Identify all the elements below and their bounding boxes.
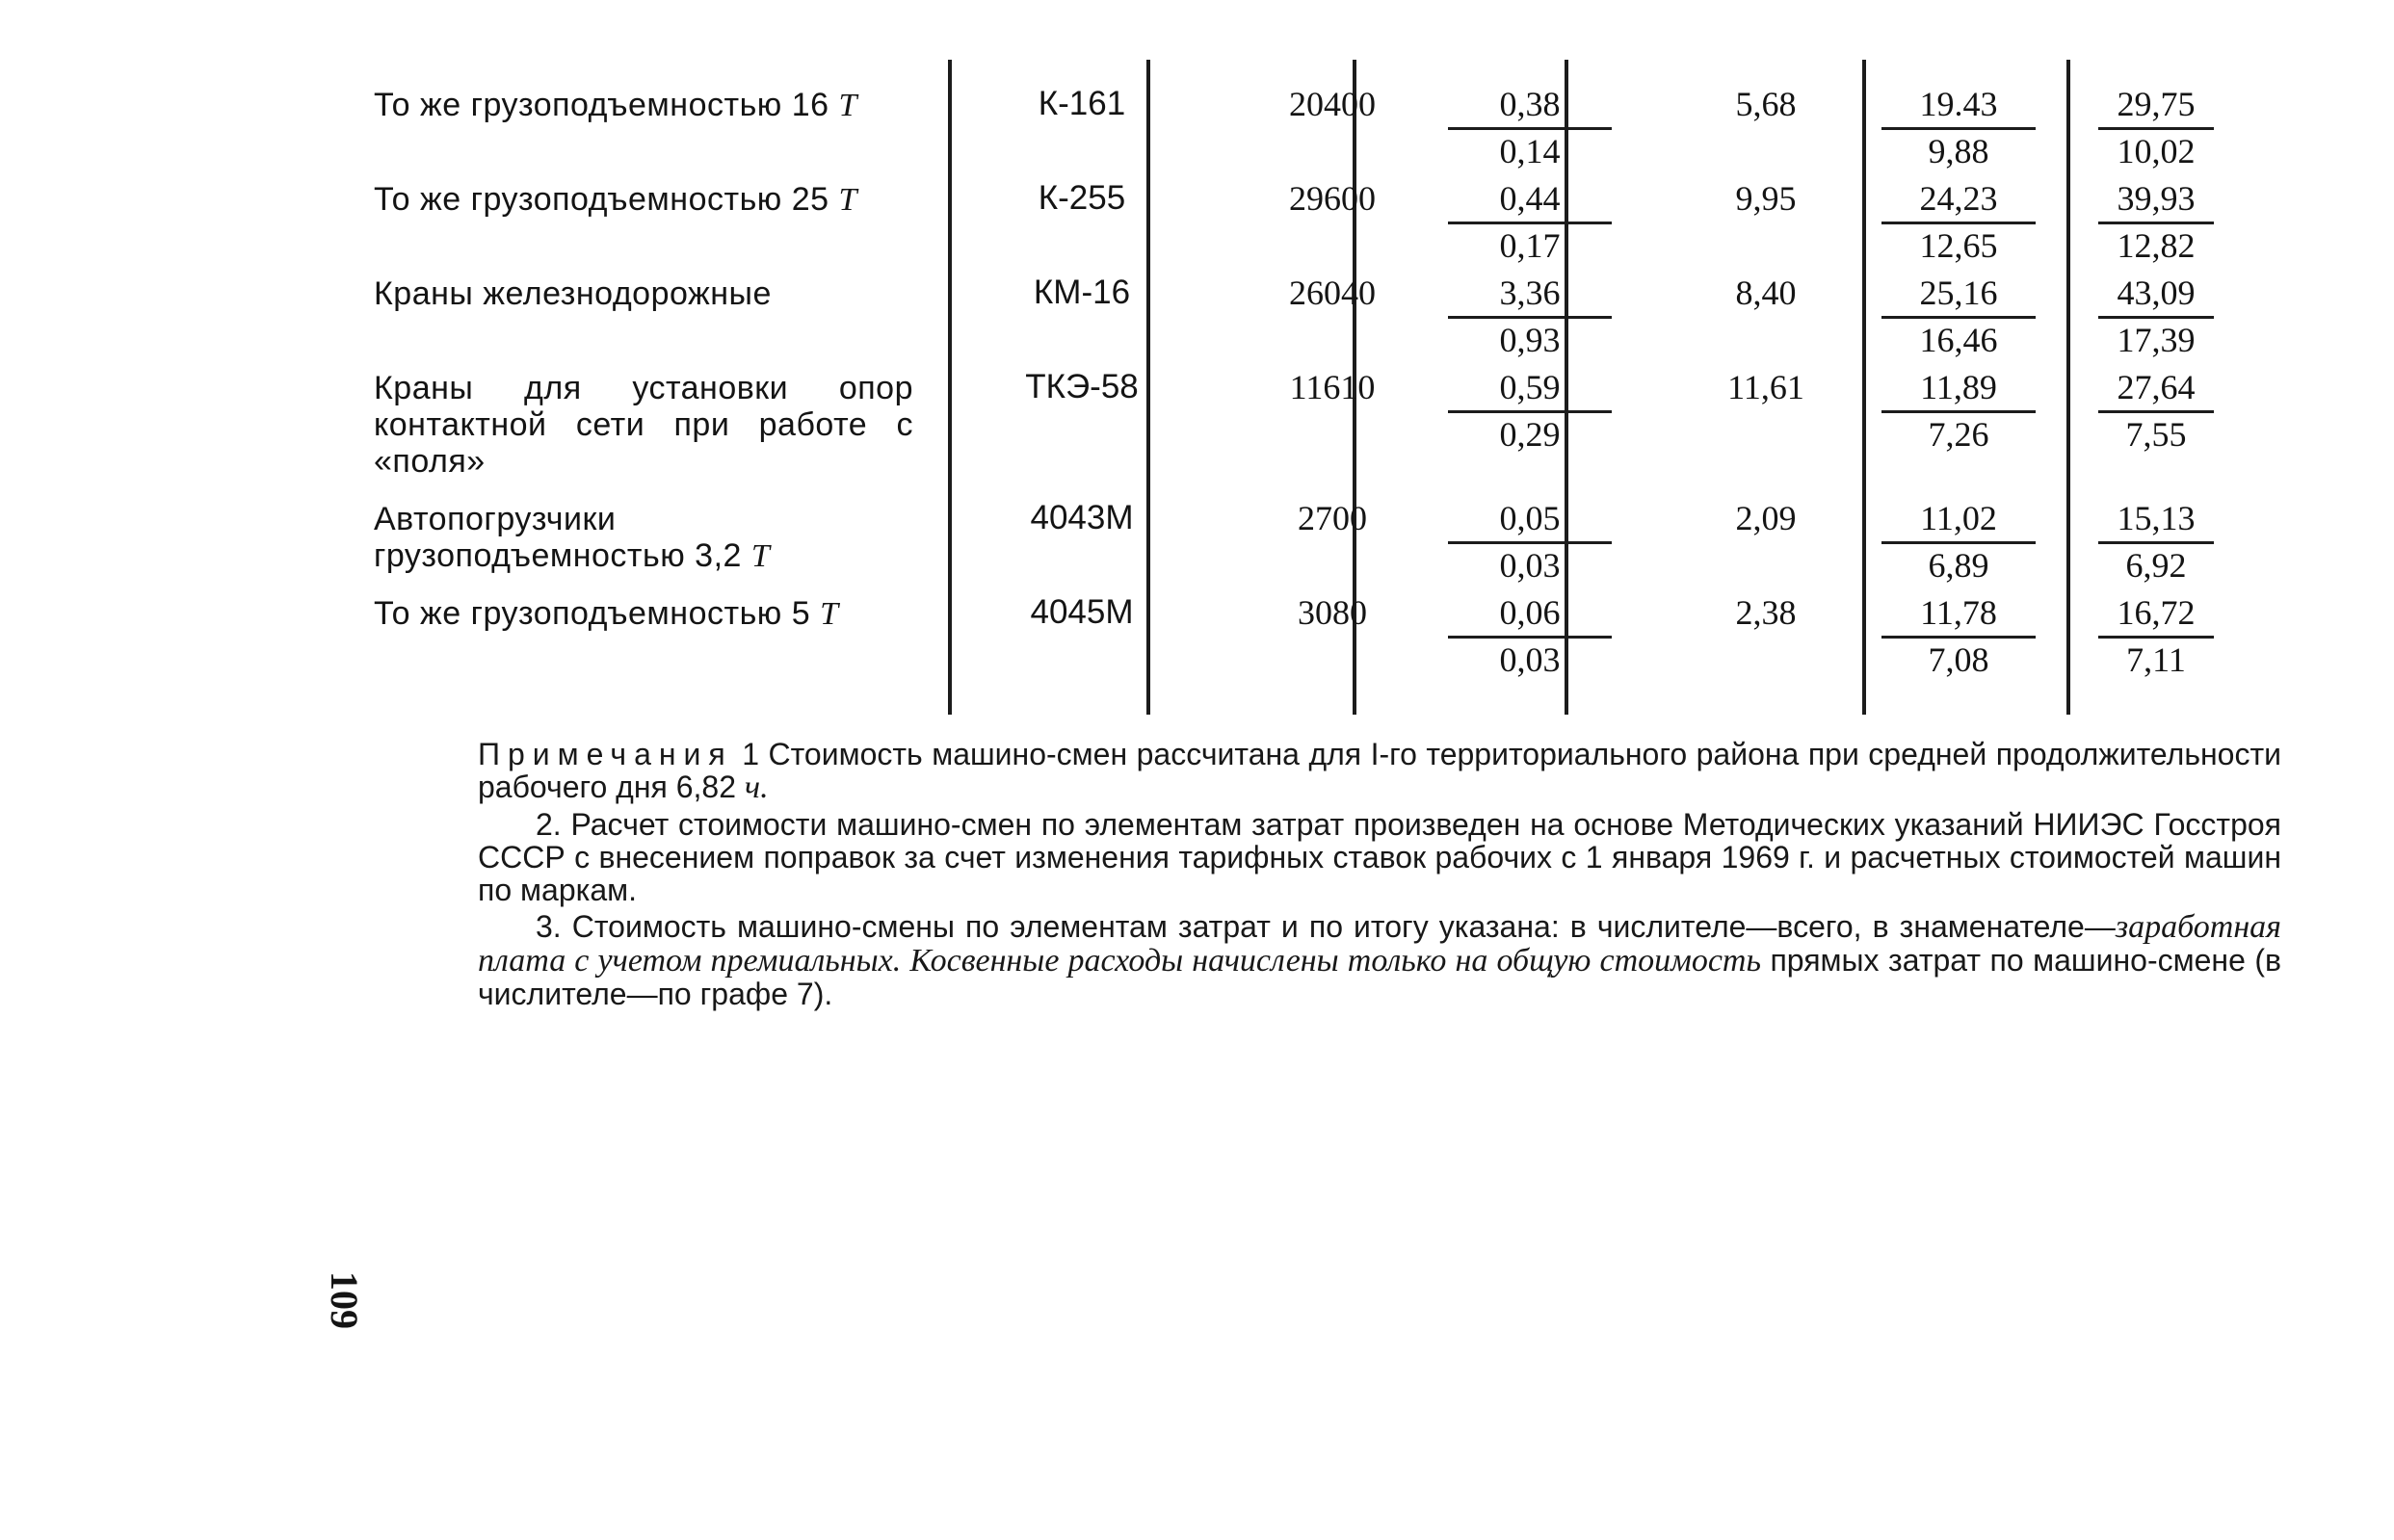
cost-fraction-col4: $\frac{0,06}{0,03}$ xyxy=(1448,595,1612,681)
cost-fraction-col6: $\frac{11,02}{6,89}$ xyxy=(1881,501,2036,587)
cost-fraction-col7: $\frac{29,75}{10,02}$ xyxy=(2098,87,2214,172)
machine-name: Автопогрузчики грузоподъемностью 3,2 Т xyxy=(374,501,771,574)
cost-fraction-col4: $\frac{0,44}{0,17}$ xyxy=(1448,181,1612,267)
column-divider xyxy=(2066,60,2070,715)
machine-name: То же грузоподъемностью 5 Т xyxy=(374,595,839,632)
table-notes xyxy=(478,738,2281,1014)
machine-model: 4043М xyxy=(1030,499,1134,536)
cost-col5: 5,68 xyxy=(1735,85,1797,123)
machine-model: 4045М xyxy=(1030,593,1134,631)
machine-name: Краны для установки опор контактной сети при работе с «поля» xyxy=(374,370,913,480)
cost-fraction-col4: $\frac{0,59}{0,29}$ xyxy=(1448,370,1612,456)
cost-fraction-col7: $\frac{16,72}{7,11}$ xyxy=(2098,595,2214,681)
cost-fraction-col6: $\frac{11,78}{7,08}$ xyxy=(1881,595,2036,681)
machine-model: К-255 xyxy=(1038,179,1126,217)
cost-fraction-col4: $\frac{3,36}{0,93}$ xyxy=(1448,275,1612,361)
note-1: Примечания 1 Стоимость машино-смен рассчитана для I-го территориального района при средней продолжительности рабочего дня 6,82 ч. xyxy=(478,737,2281,805)
cost-col5: 2,38 xyxy=(1735,593,1797,632)
column-divider xyxy=(948,60,952,715)
machine-name: То же грузоподъемностью 16 Т xyxy=(374,87,857,123)
cost-fraction-col6: $\frac{11,89}{7,26}$ xyxy=(1881,370,2036,456)
cost-fraction-col6: $\frac{25,16}{16,46}$ xyxy=(1881,275,2036,361)
cost-fraction-col4: $\frac{0,05}{0,03}$ xyxy=(1448,501,1612,587)
cost-fraction-col7: $\frac{43,09}{17,39}$ xyxy=(2098,275,2214,361)
note-3: 3. Стоимость машино-смены по элементам затрат и по итогу указана: в числителе—всего, в знаменателе—заработная плата с учетом премиальных. Косвенные расходы начислены только на общую стоимость прямых затрат по машино-смене (в числителе—по графе 7). xyxy=(478,909,2282,1011)
cost-col5: 2,09 xyxy=(1735,499,1797,537)
notes-label: Примечания xyxy=(478,737,733,771)
machine-model: КМ-16 xyxy=(1033,274,1131,311)
machine-name: То же грузоподъемностью 25 Т xyxy=(374,181,857,218)
machine-price: 2700 xyxy=(1298,499,1367,537)
cost-fraction-col6: $\frac{24,23}{12,65}$ xyxy=(1881,181,2036,267)
page-number: 109 xyxy=(323,1271,367,1329)
cost-fraction-col7: $\frac{27,64}{7,55}$ xyxy=(2098,370,2214,456)
note-2: 2. Расчет стоимости машино-смен по элементам затрат произведен на основе Методических указаний НИИЭС Госстроя СССР с внесением поправок за счет изменения тарифных ставок рабочих с 1 января 1969 г. и расчетных стоимостей машин по маркам. xyxy=(478,807,2281,907)
machine-price: 11610 xyxy=(1289,368,1376,406)
machine-name: Краны железнодорожные xyxy=(374,275,772,312)
machine-model: К-161 xyxy=(1038,85,1126,122)
cost-col5: 11,61 xyxy=(1727,368,1804,406)
cost-col5: 9,95 xyxy=(1735,179,1797,218)
cost-fraction-col7: $\frac{39,93}{12,82}$ xyxy=(2098,181,2214,267)
cost-col5: 8,40 xyxy=(1735,274,1797,312)
cost-fraction-col6: $\frac{19.43}{9,88}$ xyxy=(1881,87,2036,172)
machine-price: 20400 xyxy=(1289,85,1376,123)
machine-price: 3080 xyxy=(1298,593,1367,632)
cost-fraction-col4: $\frac{0,38}{0,14}$ xyxy=(1448,87,1612,172)
machine-model: ТКЭ-58 xyxy=(1025,368,1139,405)
machine-price: 29600 xyxy=(1289,179,1376,218)
cost-fraction-col7: $\frac{15,13}{6,92}$ xyxy=(2098,501,2214,587)
machine-cost-table xyxy=(374,60,2204,715)
machine-price: 26040 xyxy=(1289,274,1376,312)
